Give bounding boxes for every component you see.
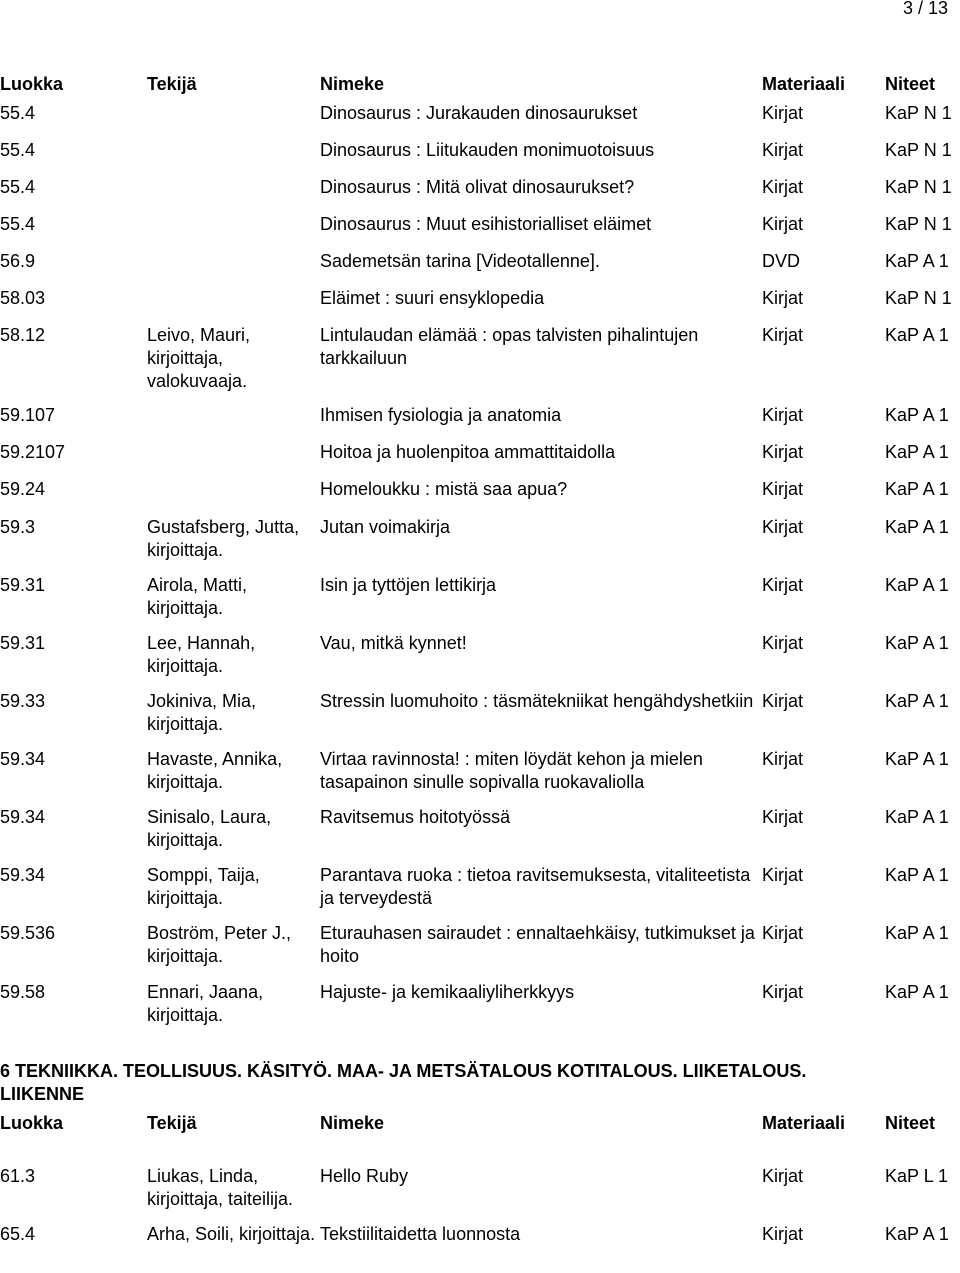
cell-tekija: Ennari, Jaana, kirjoittaja.: [147, 982, 264, 1025]
cell-niteet: KaP A 1: [885, 517, 949, 537]
cell-niteet: KaP A 1: [885, 251, 949, 271]
cell-materiaali: Kirjat: [762, 140, 804, 160]
header-niteet: Niteet: [885, 1113, 936, 1133]
cell-nimeke: Parantava ruoka : tietoa ravitsemuksesta, vitaliteetista ja terveydestä: [320, 865, 751, 908]
cell-luokka: 59.34: [0, 807, 46, 827]
cell-luokka: 59.34: [0, 865, 46, 885]
cell-nimeke: Dinosaurus : Mitä olivat dinosaurukset?: [320, 177, 635, 197]
cell-niteet: KaP A 1: [885, 807, 949, 827]
cell-tekija: Lee, Hannah, kirjoittaja.: [147, 633, 256, 676]
header-tekija: Tekijä: [147, 74, 197, 94]
section-heading: 6 TEKNIIKKA. TEOLLISUUS. KÄSITYÖ. MAA- JA METSÄTALOUS KOTITALOUS. LIIKETALOUS. LIIKENNE: [0, 1061, 807, 1104]
cell-luokka: 59.33: [0, 691, 46, 711]
cell-nimeke: Hoitoa ja huolenpitoa ammattitaidolla: [320, 442, 616, 462]
cell-nimeke: Dinosaurus : Jurakauden dinosaurukset: [320, 103, 638, 123]
cell-luokka: 59.34: [0, 749, 46, 769]
cell-niteet: KaP N 1: [885, 288, 952, 308]
cell-niteet: KaP N 1: [885, 140, 952, 160]
cell-luokka: 59.107: [0, 405, 56, 425]
cell-materiaali: Kirjat: [762, 807, 804, 827]
cell-nimeke: Isin ja tyttöjen lettikirja: [320, 575, 497, 595]
cell-niteet: KaP A 1: [885, 923, 949, 943]
cell-nimeke: Vau, mitkä kynnet!: [320, 633, 467, 653]
cell-niteet: KaP A 1: [885, 325, 949, 345]
cell-niteet: KaP A 1: [885, 442, 949, 462]
cell-luokka: 59.24: [0, 479, 46, 499]
cell-nimeke: Virtaa ravinnosta! : miten löydät kehon ja mielen tasapainon sinulle sopivalla ruokavaliolla: [320, 749, 703, 792]
table-header-section6: [0, 1112, 960, 1135]
header-luokka: Luokka: [0, 74, 64, 94]
cell-luokka: 56.9: [0, 251, 36, 271]
cell-nimeke: Lintulaudan elämää : opas talvisten pihalintujen tarkkailuun: [320, 325, 699, 368]
cell-niteet: KaP N 1: [885, 177, 952, 197]
cell-materiaali: Kirjat: [762, 517, 804, 537]
header-materiaali: Materiaali: [762, 74, 846, 94]
cell-nimeke: Hello Ruby: [320, 1166, 409, 1186]
cell-luokka: 59.3: [0, 517, 36, 537]
cell-niteet: KaP A 1: [885, 1224, 949, 1244]
cell-tekija: Airola, Matti, kirjoittaja.: [147, 575, 248, 618]
cell-luokka: 58.12: [0, 325, 46, 345]
cell-materiaali: Kirjat: [762, 1166, 804, 1186]
header-materiaali: Materiaali: [762, 1113, 846, 1133]
cell-materiaali: Kirjat: [762, 479, 804, 499]
cell-materiaali: Kirjat: [762, 1224, 804, 1244]
cell-niteet: KaP A 1: [885, 691, 949, 711]
cell-niteet: KaP N 1: [885, 103, 952, 123]
cell-nimeke: Dinosaurus : Liitukauden monimuotoisuus: [320, 140, 655, 160]
cell-materiaali: Kirjat: [762, 442, 804, 462]
cell-materiaali: DVD: [762, 251, 801, 271]
header-luokka: Luokka: [0, 1113, 64, 1133]
cell-luokka: 55.4: [0, 103, 36, 123]
table-header: [0, 73, 960, 96]
cell-materiaali: Kirjat: [762, 325, 804, 345]
cell-nimeke: Homeloukku : mistä saa apua?: [320, 479, 568, 499]
header-nimeke: Nimeke: [320, 74, 385, 94]
cell-materiaali: Kirjat: [762, 633, 804, 653]
cell-niteet: KaP N 1: [885, 214, 952, 234]
cell-nimeke: Stressin luomuhoito : täsmätekniikat hengähdyshetkiin: [320, 691, 754, 711]
cell-tekija: Somppi, Taija, kirjoittaja.: [147, 865, 260, 908]
header-niteet: Niteet: [885, 74, 936, 94]
cell-materiaali: Kirjat: [762, 288, 804, 308]
cell-tekija: Arha, Soili, kirjoittaja.: [147, 1224, 316, 1244]
cell-materiaali: Kirjat: [762, 865, 804, 885]
cell-tekija: Gustafsberg, Jutta, kirjoittaja.: [147, 517, 300, 560]
cell-materiaali: Kirjat: [762, 103, 804, 123]
cell-materiaali: Kirjat: [762, 405, 804, 425]
cell-niteet: KaP A 1: [885, 405, 949, 425]
cell-nimeke: Hajuste- ja kemikaaliyliherkkyys: [320, 982, 575, 1002]
cell-niteet: KaP A 1: [885, 982, 949, 1002]
cell-tekija: Leivo, Mauri, kirjoittaja, valokuvaaja.: [147, 325, 251, 391]
page-number: 3 / 13: [902, 0, 948, 18]
cell-materiaali: Kirjat: [762, 575, 804, 595]
cell-materiaali: Kirjat: [762, 691, 804, 711]
cell-niteet: KaP A 1: [885, 575, 949, 595]
cell-tekija: Sinisalo, Laura, kirjoittaja.: [147, 807, 272, 850]
cell-materiaali: Kirjat: [762, 749, 804, 769]
cell-nimeke: Dinosaurus : Muut esihistorialliset eläimet: [320, 214, 652, 234]
cell-tekija: Jokiniva, Mia, kirjoittaja.: [147, 691, 257, 734]
cell-nimeke: Eturauhasen sairaudet : ennaltaehkäisy, tutkimukset ja hoito: [320, 923, 755, 966]
cell-luokka: 55.4: [0, 177, 36, 197]
cell-nimeke: Sademetsän tarina [Videotallenne].: [320, 251, 600, 271]
cell-niteet: KaP L 1: [885, 1166, 949, 1186]
cell-niteet: KaP A 1: [885, 633, 949, 653]
cell-luokka: 59.31: [0, 575, 46, 595]
cell-luokka: 55.4: [0, 214, 36, 234]
cell-tekija: Havaste, Annika, kirjoittaja.: [147, 749, 283, 792]
cell-nimeke: Ihmisen fysiologia ja anatomia: [320, 405, 562, 425]
cell-niteet: KaP A 1: [885, 749, 949, 769]
cell-luokka: 55.4: [0, 140, 36, 160]
cell-luokka: 65.4: [0, 1224, 36, 1244]
cell-luokka: 59.58: [0, 982, 46, 1002]
cell-luokka: 59.2107: [0, 442, 66, 462]
cell-luokka: 59.31: [0, 633, 46, 653]
cell-tekija: Boström, Peter J., kirjoittaja.: [147, 923, 292, 966]
cell-nimeke: Eläimet : suuri ensyklopedia: [320, 288, 545, 308]
cell-niteet: KaP A 1: [885, 479, 949, 499]
cell-nimeke: Jutan voimakirja: [320, 517, 451, 537]
cell-tekija: Liukas, Linda, kirjoittaja, taiteilija.: [147, 1166, 294, 1209]
cell-nimeke: Ravitsemus hoitotyössä: [320, 807, 511, 827]
header-tekija: Tekijä: [147, 1113, 197, 1133]
cell-nimeke: Tekstiilitaidetta luonnosta: [320, 1224, 521, 1244]
cell-materiaali: Kirjat: [762, 923, 804, 943]
cell-luokka: 61.3: [0, 1166, 36, 1186]
cell-niteet: KaP A 1: [885, 865, 949, 885]
header-nimeke: Nimeke: [320, 1113, 385, 1133]
cell-luokka: 59.536: [0, 923, 56, 943]
cell-luokka: 58.03: [0, 288, 46, 308]
cell-materiaali: Kirjat: [762, 214, 804, 234]
cell-materiaali: Kirjat: [762, 982, 804, 1002]
cell-materiaali: Kirjat: [762, 177, 804, 197]
